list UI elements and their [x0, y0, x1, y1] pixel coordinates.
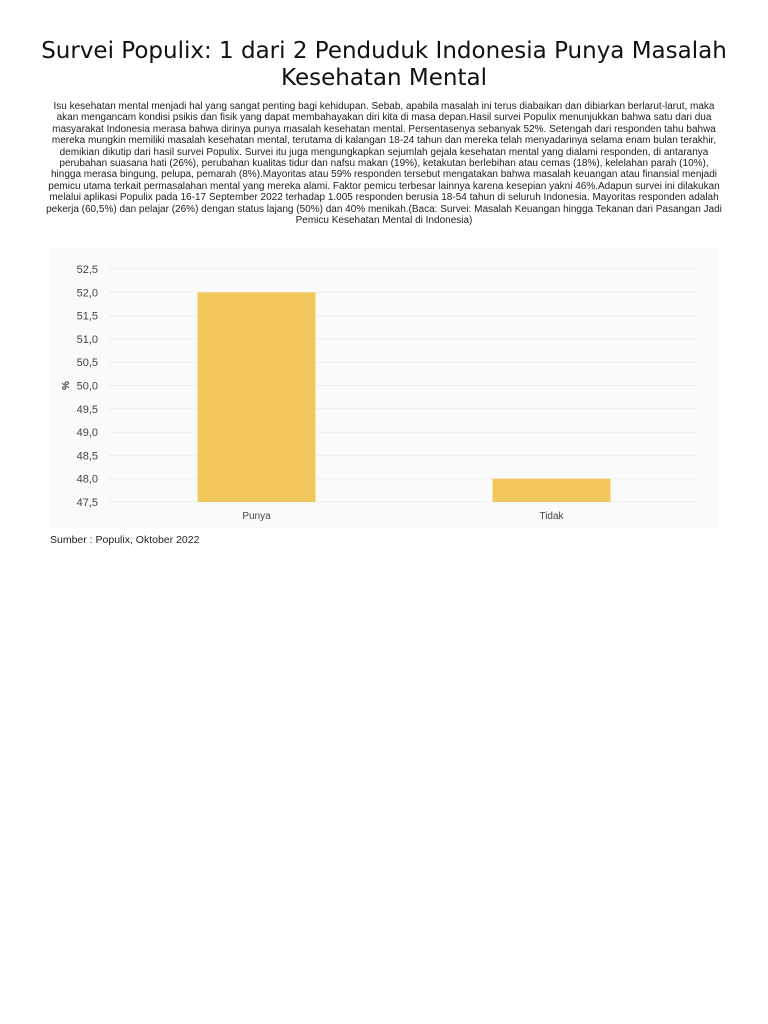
- article-description: Isu kesehatan mental menjadi hal yang sangat penting bagi kehidupan. Sebab, apabila masalah ini terus diabaikan dan dibiarkan berlarut-larut, maka akan mengancam kondisi psikis dan fisik yang dapat membahayakan diri kita di masa depan.Hasil survei Populix menunjukkan bahwa satu dari dua masyarakat Indonesia merasa bahwa dirinya punya masalah kesehatan mental. Persentasenya sebanyak 52%. Setengah dari responden tahu bahwa mereka mungkin memiliki masalah kesehatan mental, terutama di kalangan 18-24 tahun dan mereka telah menyadarinya selama enam bulan terakhir, demikian dikutip dari hasil survei Populix. Survei itu juga mengungkapkan sejumlah gejala kesehatan mental yang dialami responden, di antaranya perubahan suasana hati (26%), perubahan kualitas tidur dan nafsu makan (19%), ketakutan berlebihan atau cemas (18%), kelelahan parah (10%), hingga merasa bingung, pelupa, pemarah (8%).Mayoritas atau 59% responden tersebut mengatakan bahwa masalah keuangan atau finansial menjadi pemicu utama terkait permasalahan mental yang mereka alami. Faktor pemicu terbesar lainnya karena kesepian yakni 46%.Adapun survei ini dilakukan melalui aplikasi Populix pada 16-17 September 2022 terhadap 1.005 responden berusia 18-54 tahun di seluruh Indonesia. Mayoritas responden adalah pekerja (60,5%) dan pelajar (26%) dengan status lajang (50%) dan 40% menikah.(Baca: Survei: Masalah Keuangan hingga Tekanan dari Pasangan Jadi Pemicu Kesehatan Mental di Indonesia): [46, 101, 722, 227]
- y-axis-label: %: [61, 381, 72, 390]
- y-tick-label: 50,0: [76, 380, 98, 393]
- page-title: Survei Populix: 1 dari 2 Penduduk Indonesia Punya Masalah Kesehatan Mental: [41, 38, 727, 91]
- source-note: Sumber : Populix, Oktober 2022: [50, 534, 200, 546]
- y-tick-label: 50,5: [76, 357, 98, 370]
- bar: [198, 292, 316, 502]
- y-tick-label: 52,5: [76, 264, 98, 276]
- y-tick-label: 49,5: [76, 403, 98, 416]
- x-tick-label: Tidak: [539, 511, 564, 522]
- y-tick-label: 51,0: [76, 333, 98, 346]
- bar-chart: [49, 248, 719, 528]
- y-tick-label: 49,0: [76, 427, 98, 440]
- y-tick-label: 48,0: [76, 473, 98, 486]
- x-tick-label: Punya: [242, 511, 271, 522]
- y-tick-label: 48,5: [76, 450, 98, 463]
- bar: [493, 479, 611, 502]
- y-tick-label: 52,0: [76, 287, 98, 300]
- y-tick-label: 47,5: [76, 497, 98, 509]
- bar-chart-svg: [49, 248, 719, 528]
- y-tick-label: 51,5: [76, 310, 98, 323]
